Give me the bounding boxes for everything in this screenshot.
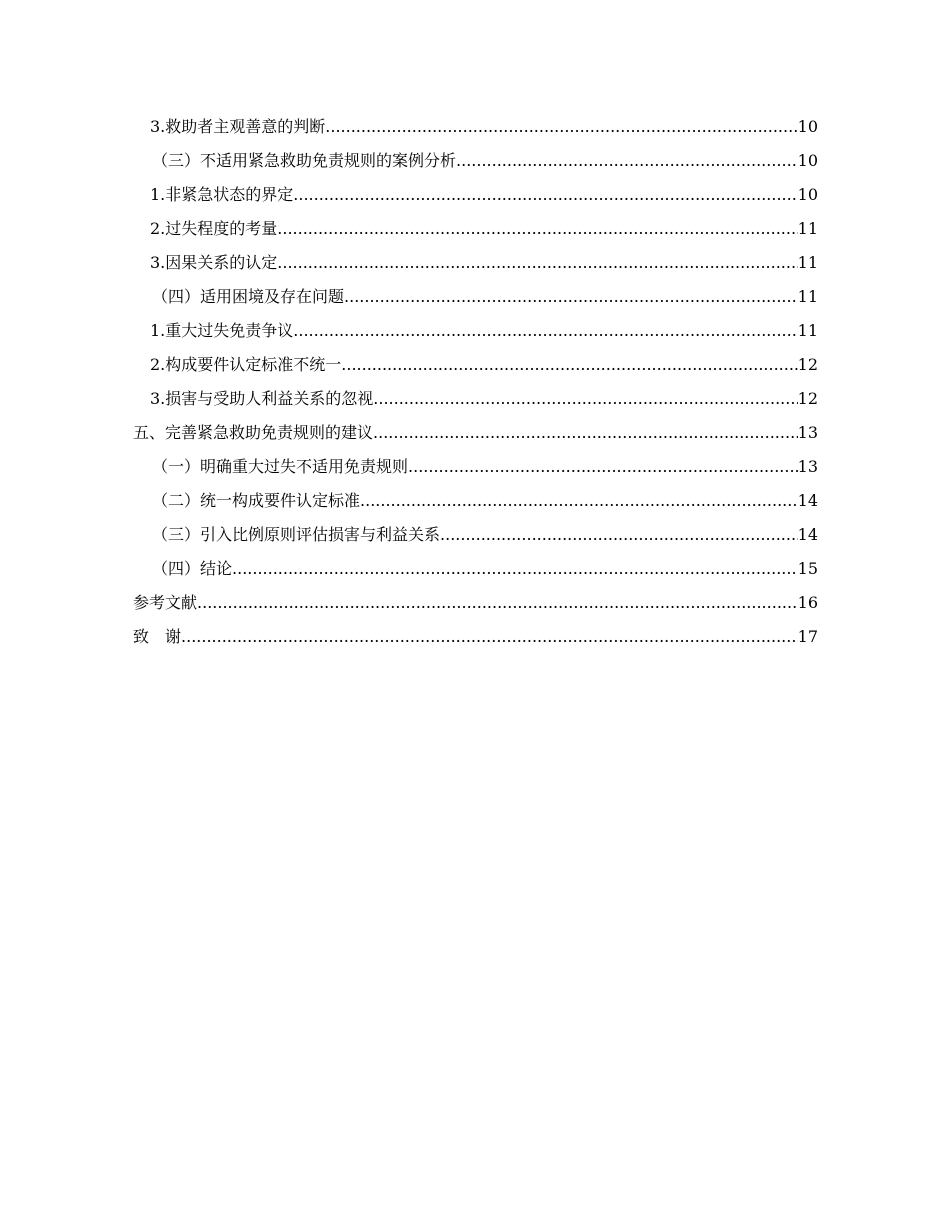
toc-entry[interactable] [0, 620, 950, 654]
toc-entry-title: 3.损害与受助人利益关系的忽视 [150, 389, 374, 408]
toc-leader-dots [197, 593, 798, 613]
toc-entry-page: 14 [797, 491, 818, 510]
toc-entry[interactable] [0, 314, 950, 348]
toc-entry-page: 11 [797, 321, 818, 340]
toc-entry-page: 11 [797, 287, 818, 306]
toc-entry-title: 3.救助者主观善意的判断 [150, 117, 326, 136]
toc-entry-title: （四）适用困境及存在问题 [152, 287, 345, 306]
toc-entry[interactable] [0, 416, 950, 450]
toc-entry[interactable] [0, 144, 950, 178]
toc-leader-dots [344, 287, 798, 307]
toc-leader-dots [293, 185, 797, 205]
toc-leader-dots [373, 423, 798, 443]
toc-leader-dots [341, 355, 797, 375]
toc-leader-dots [373, 389, 797, 409]
table-of-contents [0, 110, 950, 654]
toc-entry[interactable] [0, 212, 950, 246]
toc-leader-dots [360, 491, 798, 511]
toc-leader-dots [293, 321, 797, 341]
toc-entry[interactable] [0, 178, 950, 212]
toc-entry-page: 10 [797, 185, 818, 204]
toc-entry-page: 12 [797, 355, 818, 374]
toc-entry-page: 17 [797, 627, 818, 646]
toc-entry-title: 参考文献 [133, 593, 198, 612]
toc-entry[interactable] [0, 518, 950, 552]
toc-entry[interactable] [0, 348, 950, 382]
toc-entry-page: 10 [797, 151, 818, 170]
toc-entry-title: 1.非紧急状态的界定 [150, 185, 294, 204]
toc-entry-title: （二）统一构成要件认定标准 [152, 491, 361, 510]
toc-entry-page: 11 [797, 219, 818, 238]
toc-entry-page: 13 [797, 457, 818, 476]
toc-entry[interactable] [0, 552, 950, 586]
toc-entry-title: （一）明确重大过失不适用免责规则 [152, 457, 409, 476]
toc-entry-page: 13 [797, 423, 818, 442]
toc-entry[interactable] [0, 450, 950, 484]
toc-leader-dots [277, 219, 797, 239]
toc-leader-dots [232, 559, 798, 579]
toc-entry-title: 五、完善紧急救助免责规则的建议 [133, 423, 374, 442]
toc-entry[interactable] [0, 586, 950, 620]
toc-leader-dots [440, 525, 798, 545]
toc-entry-page: 12 [797, 389, 818, 408]
toc-leader-dots [325, 117, 797, 137]
toc-entry[interactable] [0, 382, 950, 416]
toc-entry[interactable] [0, 280, 950, 314]
toc-entry-title: 3.因果关系的认定 [150, 253, 278, 272]
toc-entry-title: 1.重大过失免责争议 [150, 321, 294, 340]
toc-entry-title: 致 谢 [133, 627, 182, 646]
toc-entry-title: 2.过失程度的考量 [150, 219, 278, 238]
toc-entry-title: （三）不适用紧急救助免责规则的案例分析 [152, 151, 457, 170]
toc-leader-dots [408, 457, 798, 477]
toc-entry-page: 14 [797, 525, 818, 544]
toc-entry-page: 11 [797, 253, 818, 272]
toc-entry[interactable] [0, 110, 950, 144]
toc-entry-title: 2.构成要件认定标准不统一 [150, 355, 342, 374]
toc-leader-dots [181, 627, 798, 647]
toc-entry-page: 16 [797, 593, 818, 612]
toc-entry[interactable] [0, 246, 950, 280]
toc-entry-page: 15 [797, 559, 818, 578]
toc-entry-page: 10 [797, 117, 818, 136]
toc-leader-dots [277, 253, 797, 273]
toc-leader-dots [456, 151, 798, 171]
toc-entry-title: （四）结论 [152, 559, 233, 578]
toc-entry-title: （三）引入比例原则评估损害与利益关系 [152, 525, 441, 544]
toc-entry[interactable] [0, 484, 950, 518]
